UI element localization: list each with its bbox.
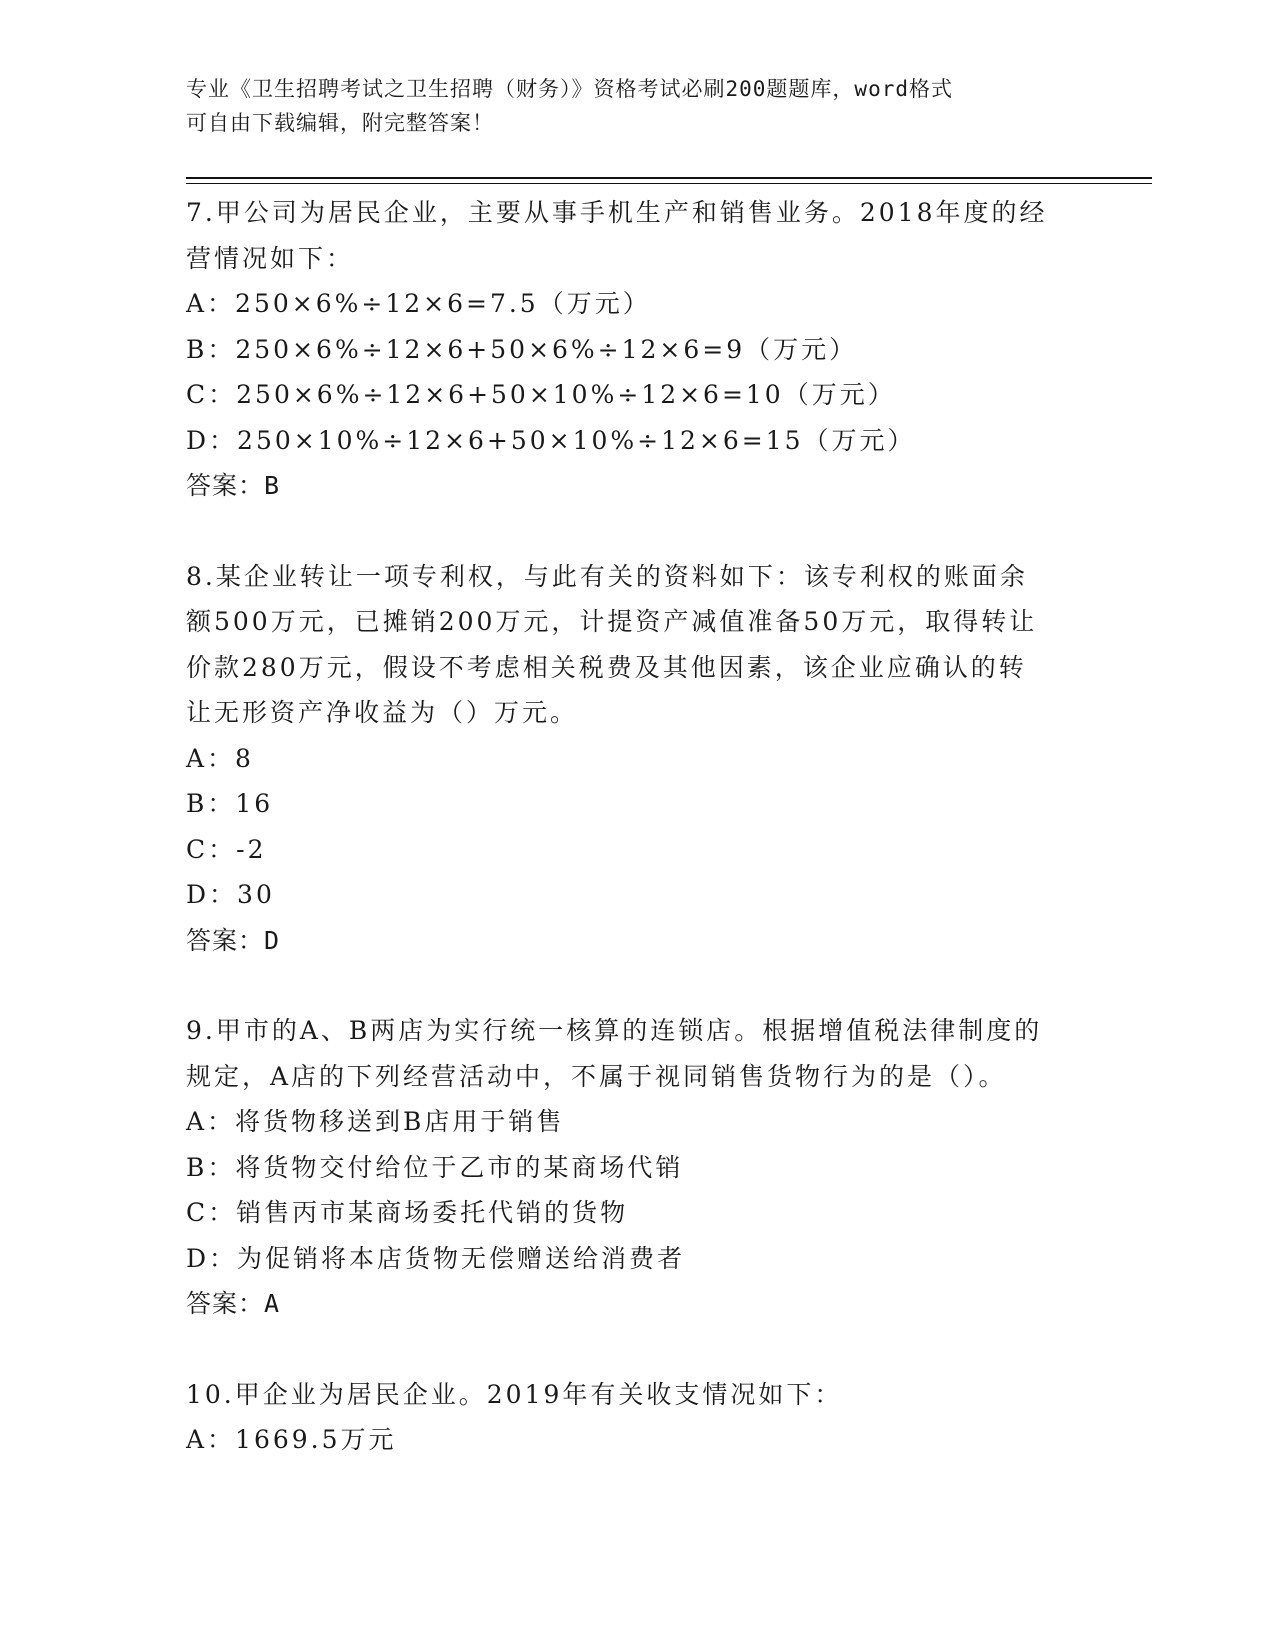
option-c: C：250×6%÷12×6+50×10%÷12×6=10（万元） [186,380,896,409]
option-b: B：16 [186,789,274,818]
question-9 [186,1008,1086,1327]
question-10 [186,1372,1086,1463]
option-a: A：将货物移送到B店用于销售 [186,1107,565,1136]
option-a: A：250×6%÷12×6=7.5（万元） [186,289,651,318]
question-stem-line: 让无形资产净收益为（）万元。 [186,698,579,727]
header-divider-thick [186,177,1152,179]
answer-label: 答案：D [186,925,281,955]
option-a: A：8 [186,743,254,773]
document-header [186,72,1066,140]
question-stem-line: 规定，A店的下列经营活动中，不属于视同销售货物行为的是（）。 [186,1061,1007,1091]
question-spacer [186,509,1086,554]
option-d: D：250×10%÷12×6+50×10%÷12×6=15（万元） [186,425,916,455]
question-8 [186,554,1086,964]
option-b: B：250×6%÷12×6+50×6%÷12×6=9（万元） [186,334,858,364]
option-a: A：1669.5万元 [186,1425,397,1454]
option-c: C：-2 [186,834,267,864]
question-7 [186,190,1086,509]
question-list [186,190,1086,1463]
question-stem-line: 9.甲市的A、B两店为实行统一核算的连锁店。根据增值税法律制度的 [186,1016,1043,1045]
question-stem-line: 营情况如下： [186,243,355,273]
question-spacer [186,1327,1086,1372]
header-line-1: 专业《卫生招聘考试之卫生招聘（财务）》资格考试必刷200题题库，word格式 [186,77,953,101]
question-spacer [186,963,1086,1008]
header-line-2: 可自由下载编辑，附完整答案！ [186,111,494,135]
option-d: D：30 [186,880,275,909]
option-c: C：销售丙市某商场委托代销的货物 [186,1198,629,1227]
header-divider-thin [186,183,1152,184]
option-b: B：将货物交付给位于乙市的某商场代销 [186,1152,684,1182]
question-stem-line: 额500万元，已摊销200万元，计提资产减值准备50万元，取得转让 [186,607,1038,636]
question-stem-line: 8.某企业转让一项专利权，与此有关的资料如下：该专利权的账面余 [186,561,1028,591]
answer-label: 答案：B [186,471,281,500]
option-d: D：为促销将本店货物无偿赠送给消费者 [186,1243,686,1273]
question-stem-line: 10.甲企业为居民企业。2019年有关收支情况如下： [186,1379,843,1409]
question-stem-line: 7.甲公司为居民企业，主要从事手机生产和销售业务。2018年度的经 [186,198,1048,227]
answer-label: 答案：A [186,1289,281,1318]
question-stem-line: 价款280万元，假设不考虑相关税费及其他因素，该企业应确认的转 [186,652,1027,682]
